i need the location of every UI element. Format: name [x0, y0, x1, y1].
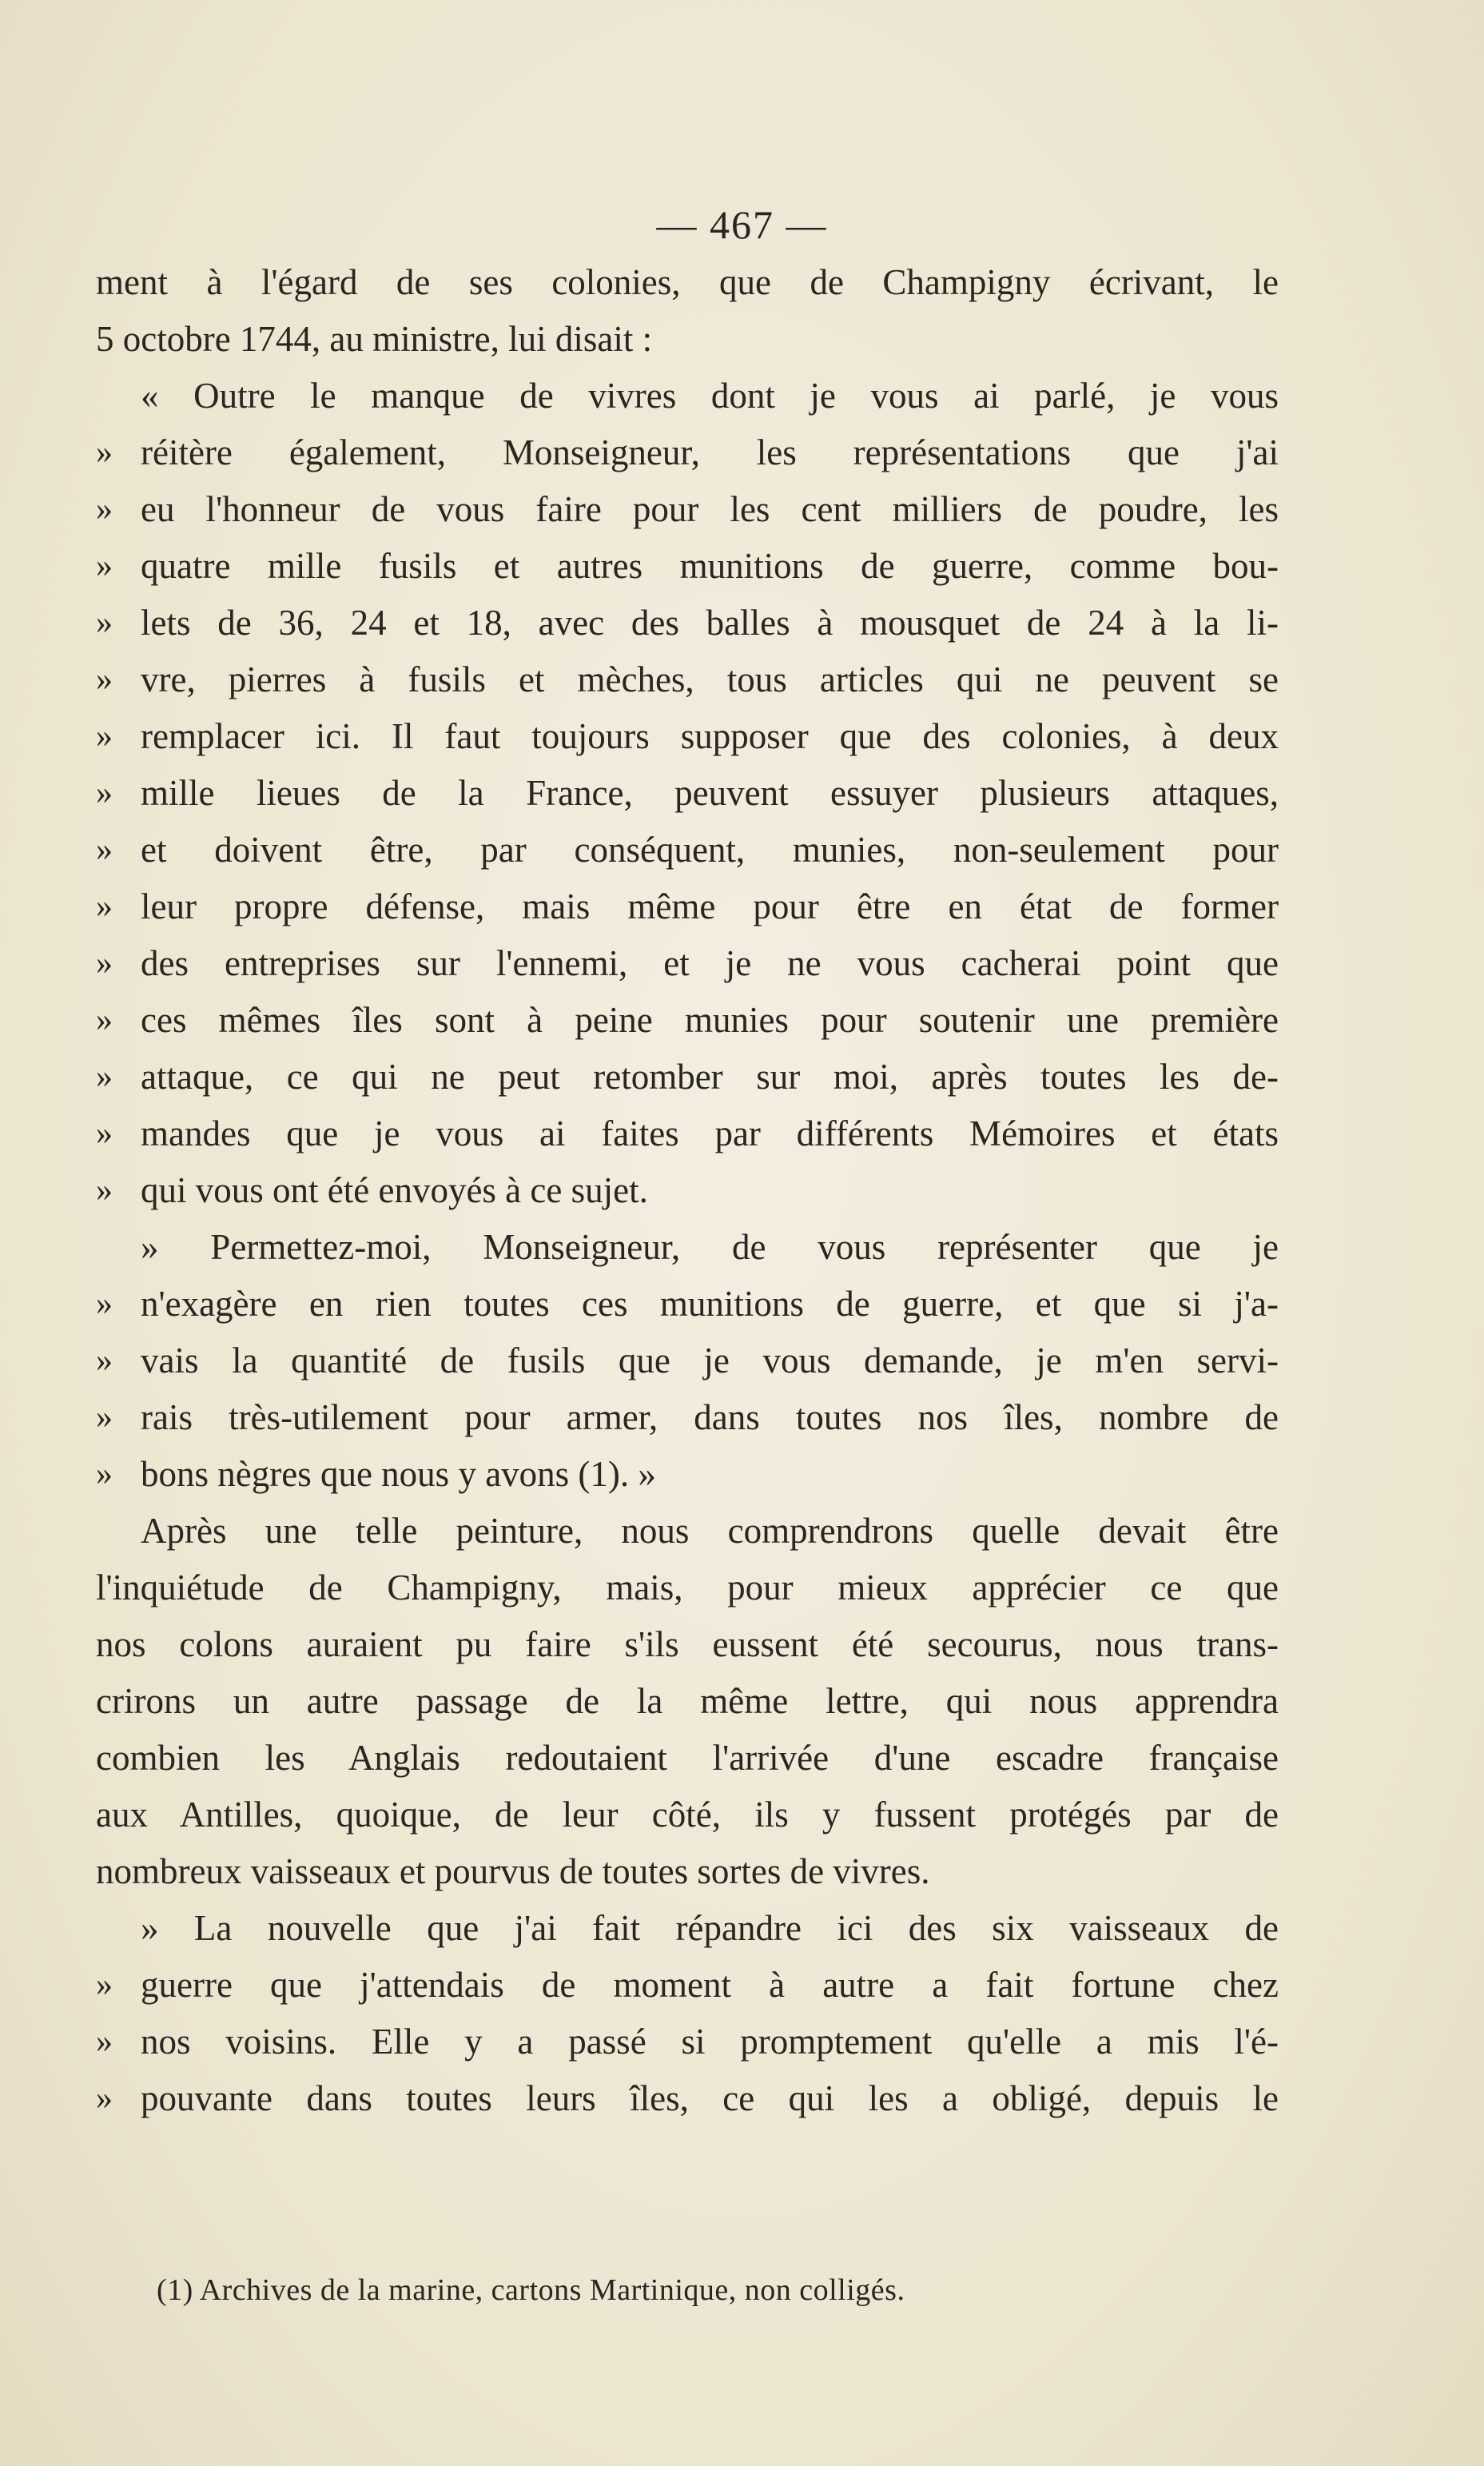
text-line	[96, 538, 1279, 595]
line-text: l'inquiétude de Champigny, mais, pour mieux apprécier ce que	[96, 1568, 1279, 1607]
line-text: nos voisins. Elle y a passé si promptement qu'elle a mis l'é-	[141, 2022, 1279, 2062]
line-text: qui vous ont été envoyés à ce sujet.	[141, 1170, 648, 1210]
line-text: remplacer ici. Il faut toujours supposer que des colonies, à deux	[141, 716, 1279, 756]
line-text: des entreprises sur l'ennemi, et je ne vous cacherai point que	[141, 943, 1279, 983]
text-line	[96, 2070, 1279, 2127]
text-line	[96, 1730, 1279, 1787]
line-text: » La nouvelle que j'ai fait répandre ici des six vaisseaux de	[141, 1908, 1279, 1948]
line-text: nos colons auraient pu faire s'ils eussent été secourus, nous trans-	[96, 1624, 1279, 1664]
text-line	[96, 1957, 1279, 2014]
line-text: quatre mille fusils et autres munitions de guerre, comme bou-	[141, 546, 1279, 586]
line-text: leur propre défense, mais même pour être en état de former	[141, 886, 1279, 926]
line-text: » Permettez-moi, Monseigneur, de vous représenter que je	[141, 1227, 1279, 1267]
text-line	[96, 311, 1279, 368]
line-text: nombreux vaisseaux et pourvus de toutes sortes de vivres.	[96, 1851, 930, 1891]
line-text: crirons un autre passage de la même lettre, qui nous apprendra	[96, 1681, 1279, 1721]
line-text: attaque, ce qui ne peut retomber sur moi, après toutes les de-	[141, 1057, 1279, 1097]
text-line	[96, 1843, 1279, 1900]
line-text: vre, pierres à fusils et mèches, tous articles qui ne peuvent se	[141, 659, 1279, 699]
continuation-quote-mark: »	[96, 945, 113, 982]
continuation-quote-mark: »	[96, 1966, 113, 2003]
text-line	[96, 1162, 1279, 1219]
line-text: rais très-utilement pour armer, dans toutes nos îles, nombre de	[141, 1397, 1279, 1437]
line-text: vais la quantité de fusils que je vous demande, je m'en servi-	[141, 1341, 1279, 1380]
line-text: n'exagère en rien toutes ces munitions de guerre, et que si j'a-	[141, 1284, 1279, 1324]
text-line	[96, 935, 1279, 992]
continuation-quote-mark: »	[96, 1399, 113, 1436]
line-text: réitère également, Monseigneur, les représentations que j'ai	[141, 432, 1279, 472]
continuation-quote-mark: »	[96, 831, 113, 868]
line-text: « Outre le manque de vivres dont je vous ai parlé, je vous	[141, 376, 1279, 416]
line-text: ces mêmes îles sont à peine munies pour soutenir une première	[141, 1000, 1279, 1040]
continuation-quote-mark: »	[96, 1058, 113, 1095]
text-line	[96, 595, 1279, 651]
text-line	[96, 708, 1279, 765]
text-line	[96, 1219, 1279, 1276]
line-text: 5 octobre 1744, au ministre, lui disait :	[96, 319, 653, 359]
text-line	[96, 1276, 1279, 1333]
continuation-quote-mark: »	[96, 604, 113, 641]
text-line	[96, 1106, 1279, 1162]
line-text: Après une telle peinture, nous comprendrons quelle devait être	[141, 1511, 1279, 1551]
text-line	[96, 1673, 1279, 1730]
line-text: guerre que j'attendais de moment à autre a fait fortune chez	[141, 1965, 1279, 2005]
page-number: — 467 —	[656, 202, 828, 247]
text-line	[96, 1049, 1279, 1106]
text-line	[96, 992, 1279, 1049]
text-line	[96, 1560, 1279, 1616]
continuation-quote-mark: »	[96, 775, 113, 811]
continuation-quote-mark: »	[96, 1002, 113, 1038]
line-text: et doivent être, par conséquent, munies, non-seulement pour	[141, 830, 1279, 870]
continuation-quote-mark: »	[96, 888, 113, 925]
continuation-quote-mark: »	[96, 1172, 113, 1209]
text-line	[96, 1787, 1279, 1843]
line-text: ment à l'égard de ses colonies, que de Champigny écrivant, le	[96, 262, 1279, 302]
text-line	[96, 822, 1279, 878]
text-line	[96, 254, 1279, 311]
text-line	[96, 424, 1279, 481]
continuation-quote-mark: »	[96, 2080, 113, 2117]
body-text	[96, 254, 1279, 2127]
continuation-quote-mark: »	[96, 434, 113, 471]
text-line	[96, 1389, 1279, 1446]
text-line	[96, 1503, 1279, 1560]
continuation-quote-mark: »	[96, 491, 113, 528]
continuation-quote-mark: »	[96, 1342, 113, 1379]
continuation-quote-mark: »	[96, 548, 113, 584]
text-line	[96, 765, 1279, 822]
continuation-quote-mark: »	[96, 718, 113, 755]
text-line	[96, 368, 1279, 424]
text-line	[96, 878, 1279, 935]
line-text: mille lieues de la France, peuvent essuyer plusieurs attaques,	[141, 773, 1279, 813]
line-text: aux Antilles, quoique, de leur côté, ils y fussent protégés par de	[96, 1795, 1279, 1835]
continuation-quote-mark: »	[96, 1456, 113, 1492]
footnote: (1) Archives de la marine, cartons Martinique, non colligés.	[157, 2273, 905, 2307]
continuation-quote-mark: »	[96, 1285, 113, 1322]
line-text: lets de 36, 24 et 18, avec des balles à mousquet de 24 à la li-	[141, 603, 1279, 643]
text-line	[96, 1616, 1279, 1673]
line-text: pouvante dans toutes leurs îles, ce qui les a obligé, depuis le	[141, 2078, 1279, 2118]
continuation-quote-mark: »	[96, 2023, 113, 2060]
text-line	[96, 1446, 1279, 1503]
line-text: combien les Anglais redoutaient l'arrivée d'une escadre française	[96, 1738, 1279, 1778]
text-line	[96, 651, 1279, 708]
line-text: bons nègres que nous y avons (1). »	[141, 1454, 656, 1494]
text-line	[96, 1333, 1279, 1389]
line-text: eu l'honneur de vous faire pour les cent milliers de poudre, les	[141, 489, 1279, 529]
text-line	[96, 1900, 1279, 1957]
continuation-quote-mark: »	[96, 661, 113, 698]
text-line	[96, 2014, 1279, 2070]
line-text: mandes que je vous ai faites par différents Mémoires et états	[141, 1113, 1279, 1153]
text-line	[96, 481, 1279, 538]
continuation-quote-mark: »	[96, 1115, 113, 1152]
